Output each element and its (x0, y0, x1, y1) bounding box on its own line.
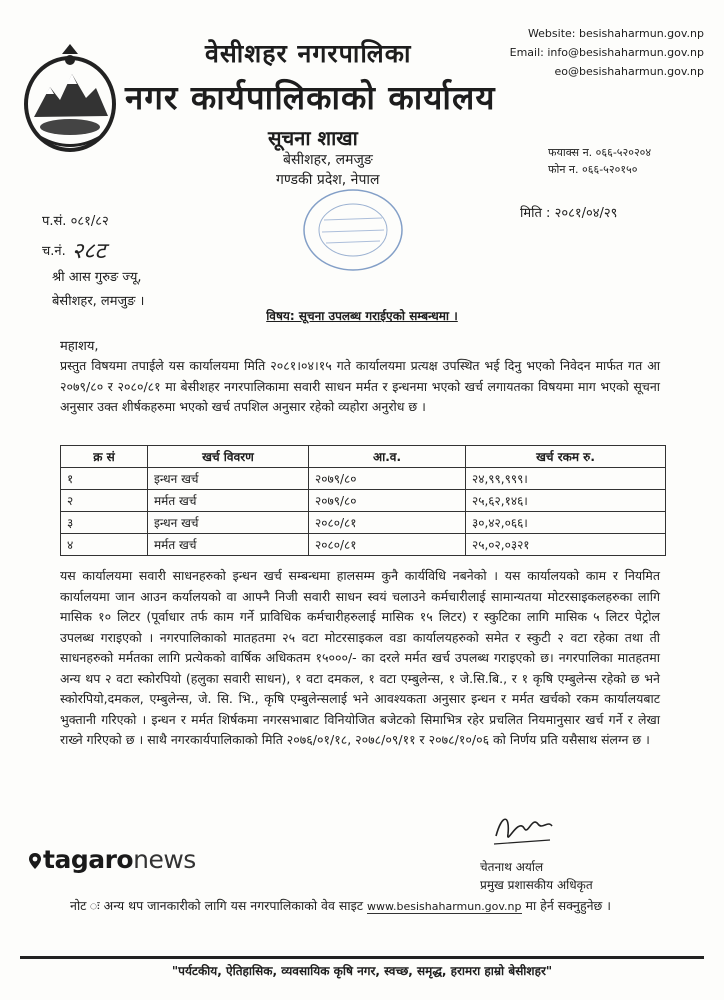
table-row (61, 512, 666, 534)
footer-divider (20, 956, 704, 959)
signature-icon (488, 806, 558, 854)
office-name: नगर कार्यपालिकाको कार्यालय (125, 78, 496, 117)
table-cell: २०८०/८१ (309, 534, 466, 556)
table-cell: २५,०२,०३२१ (466, 534, 666, 556)
reference-number: प.सं. ०८१/८२ (42, 214, 109, 229)
table-cell: २४,९९,९९९। (466, 468, 666, 490)
note-text: नोट ः अन्य थप जानकारीको लागि यस नगरपालिकाको वेव साइट (70, 898, 364, 913)
table-cell: २ (61, 490, 148, 512)
office-stamp-icon (302, 188, 404, 272)
table-row (61, 534, 666, 556)
phone-text: फोन न. ०६६-५२०१५० (548, 163, 638, 176)
table-cell: ३ (61, 512, 148, 534)
addressee-place: बेसीशहर, लमजुङ । (52, 294, 145, 309)
chalan-value: २८ट (71, 239, 106, 264)
table-row (61, 490, 666, 512)
chalan-label: च.नं. (42, 244, 66, 259)
section-name: सूचना शाखा (268, 126, 358, 150)
government-emblem-icon (20, 42, 120, 157)
table-cell: इन्धन खर्च (148, 468, 309, 490)
email2-text: eo@besishaharmun.gov.np (554, 65, 704, 78)
table-cell: २०७९/८० (309, 490, 466, 512)
table-cell: २५,६२,१४६। (466, 490, 666, 512)
paragraph-intro: प्रस्तुत विषयमा तपाईले यस कार्यालयमा मिति २०८१।०४।१५ गते कार्यालयमा प्रत्यक्ष उपस्थित भई दिनु भएको निवेदन मार्फत गत आ २०७९/८० र २०८०/८१ मा बेसीशहर नगरपालिकामा सवारी साधन मर्मत र इन्धनमा भएको खर्च लगायतका विषयमा माग भएको सूचना अनुसार उक्त शीर्षकहरुमा भएको खर्च तपशिल अनुसार रहेको व्यहोरा अनुरोध छ । (60, 358, 660, 414)
signatory-title: प्रमुख प्रशासकीय अधिकृत (480, 878, 593, 892)
table-header: खर्च विवरण (148, 446, 309, 468)
table-cell: २०८०/८१ (309, 512, 466, 534)
municipality-name: वेसीशहर नगरपालिका (205, 39, 412, 68)
watermark-part2: news (133, 845, 196, 874)
table-cell: ४ (61, 534, 148, 556)
table-cell: १ (61, 468, 148, 490)
news-watermark (28, 845, 196, 874)
subject-line (0, 307, 724, 324)
website-text: Website: besishaharmun.gov.np (527, 27, 704, 40)
table-cell: ३०,४२,०६६। (466, 512, 666, 534)
chalan-number (42, 235, 106, 265)
table-cell: मर्मत खर्च (148, 534, 309, 556)
email-text: Email: info@besishaharmun.gov.np (509, 46, 704, 59)
footer-motto: "पर्यटकीय, ऐतिहासिक, व्यवसायिक कृषि नगर, स्वच्छ, समृद्ध, हरामरा हाम्रो बेसीशहर" (171, 964, 553, 978)
table-header: खर्च रकम रु. (466, 446, 666, 468)
letter-date: मिति : २०८१/०४/२९ (520, 206, 618, 221)
address-line-1: बेसीशहर, लमजुङ (283, 152, 373, 168)
note-suffix: मा हेर्न सक्नुहुनेछ । (525, 898, 612, 913)
table-header: आ.व. (309, 446, 466, 468)
fax-text: फयाक्स न. ०६६-५२०२०४ (548, 146, 652, 159)
watermark-part1: tagaro (43, 845, 134, 874)
subject-text: विषय: सूचना उपलब्ध गराईएको सम्बन्धमा । (266, 309, 458, 323)
table-cell: मर्मत खर्च (148, 490, 309, 512)
expense-table (60, 445, 666, 556)
contact-block (510, 24, 704, 81)
location-pin-icon (28, 852, 42, 870)
note-website-link[interactable]: www.besishaharmun.gov.np (367, 900, 522, 913)
table-cell: २०७९/८० (309, 468, 466, 490)
paragraph-details: यस कार्यालयमा सवारी साधनहरुको इन्धन खर्च सम्बन्धमा हालसम्म कुनै कार्यविधि नबनेको । यस कार्यालयको काम र नियमित कार्यालयमा जान आउन कर्यालयको वा आफ्नै निजी सवारी साधन स्वयं चलाउने कर्मचारीलाई सामान्यतया मोटरसाइकलहरुका लागि मासिक १० लिटर (पूर्वाधार तर्फ काम गर्ने प्राविधिक कर्मचारीहरुलाई मासिक १५ लिटर) र स्कुटिका लागि मासिक ५ लिटर पेट्रोल उपलब्ध गराइएको । नगरपालिकाको मातहतमा २५ वटा मोटरसाइकल वडा कार्यालयहरुको समेत र स्कुटी २ वटा रहेका तथा ती साधनहरुको मर्मतका लागि प्रत्येकको वार्षिक अधिकतम १५०००/- का दरले मर्मत खर्च उपलब्ध गराइएको छ। नगरपालिका मातहतमा अन्य थप २ वटा स्कोरपियो (हलुका सवारी साधन), १ वटा दमकल, १ वटा एम्बुलेन्स, १ जे.सि.बि., र १ कृषि एम्बुलेन्स रहेको छ भने स्कोरपियो,दमकल, एम्बुलेन्स, जे. सि. भि., कृषि एम्बुलेन्सलाई भने आवश्यकता अनुसार इन्धन र मर्मत खर्चको रकम कार्यालयबाट भुक्तानी गरिएको । इन्धन र मर्मत शिर्षकमा नगरसभाबाट विनियोजित बजेटको सिमाभित्र रहेर प्रचलित नियमानुसार खर्च गर्ने र लेखा राख्ने गरिएको छ । साथै नगरकार्यपालिकाको मिति २०७६/०१/१८, २०७८/०९/११ र २०७८/१०/०६ को निर्णय प्रति यसैसाथ संलग्न छ । (60, 568, 660, 747)
footer-note (70, 895, 670, 917)
table-header: क्र सं (61, 446, 148, 468)
greeting: महाशय, (60, 339, 99, 354)
address-line-2: गण्डकी प्रदेश, नेपाल (276, 172, 380, 188)
signatory-block (480, 858, 593, 894)
addressee-name: श्री आस गुरुङ ज्यू, (52, 270, 142, 285)
table-header-row (61, 446, 666, 468)
signatory-name: चेतनाथ अर्याल (480, 860, 544, 874)
phone-block (548, 144, 651, 178)
table-cell: इन्धन खर्च (148, 512, 309, 534)
table-row (61, 468, 666, 490)
